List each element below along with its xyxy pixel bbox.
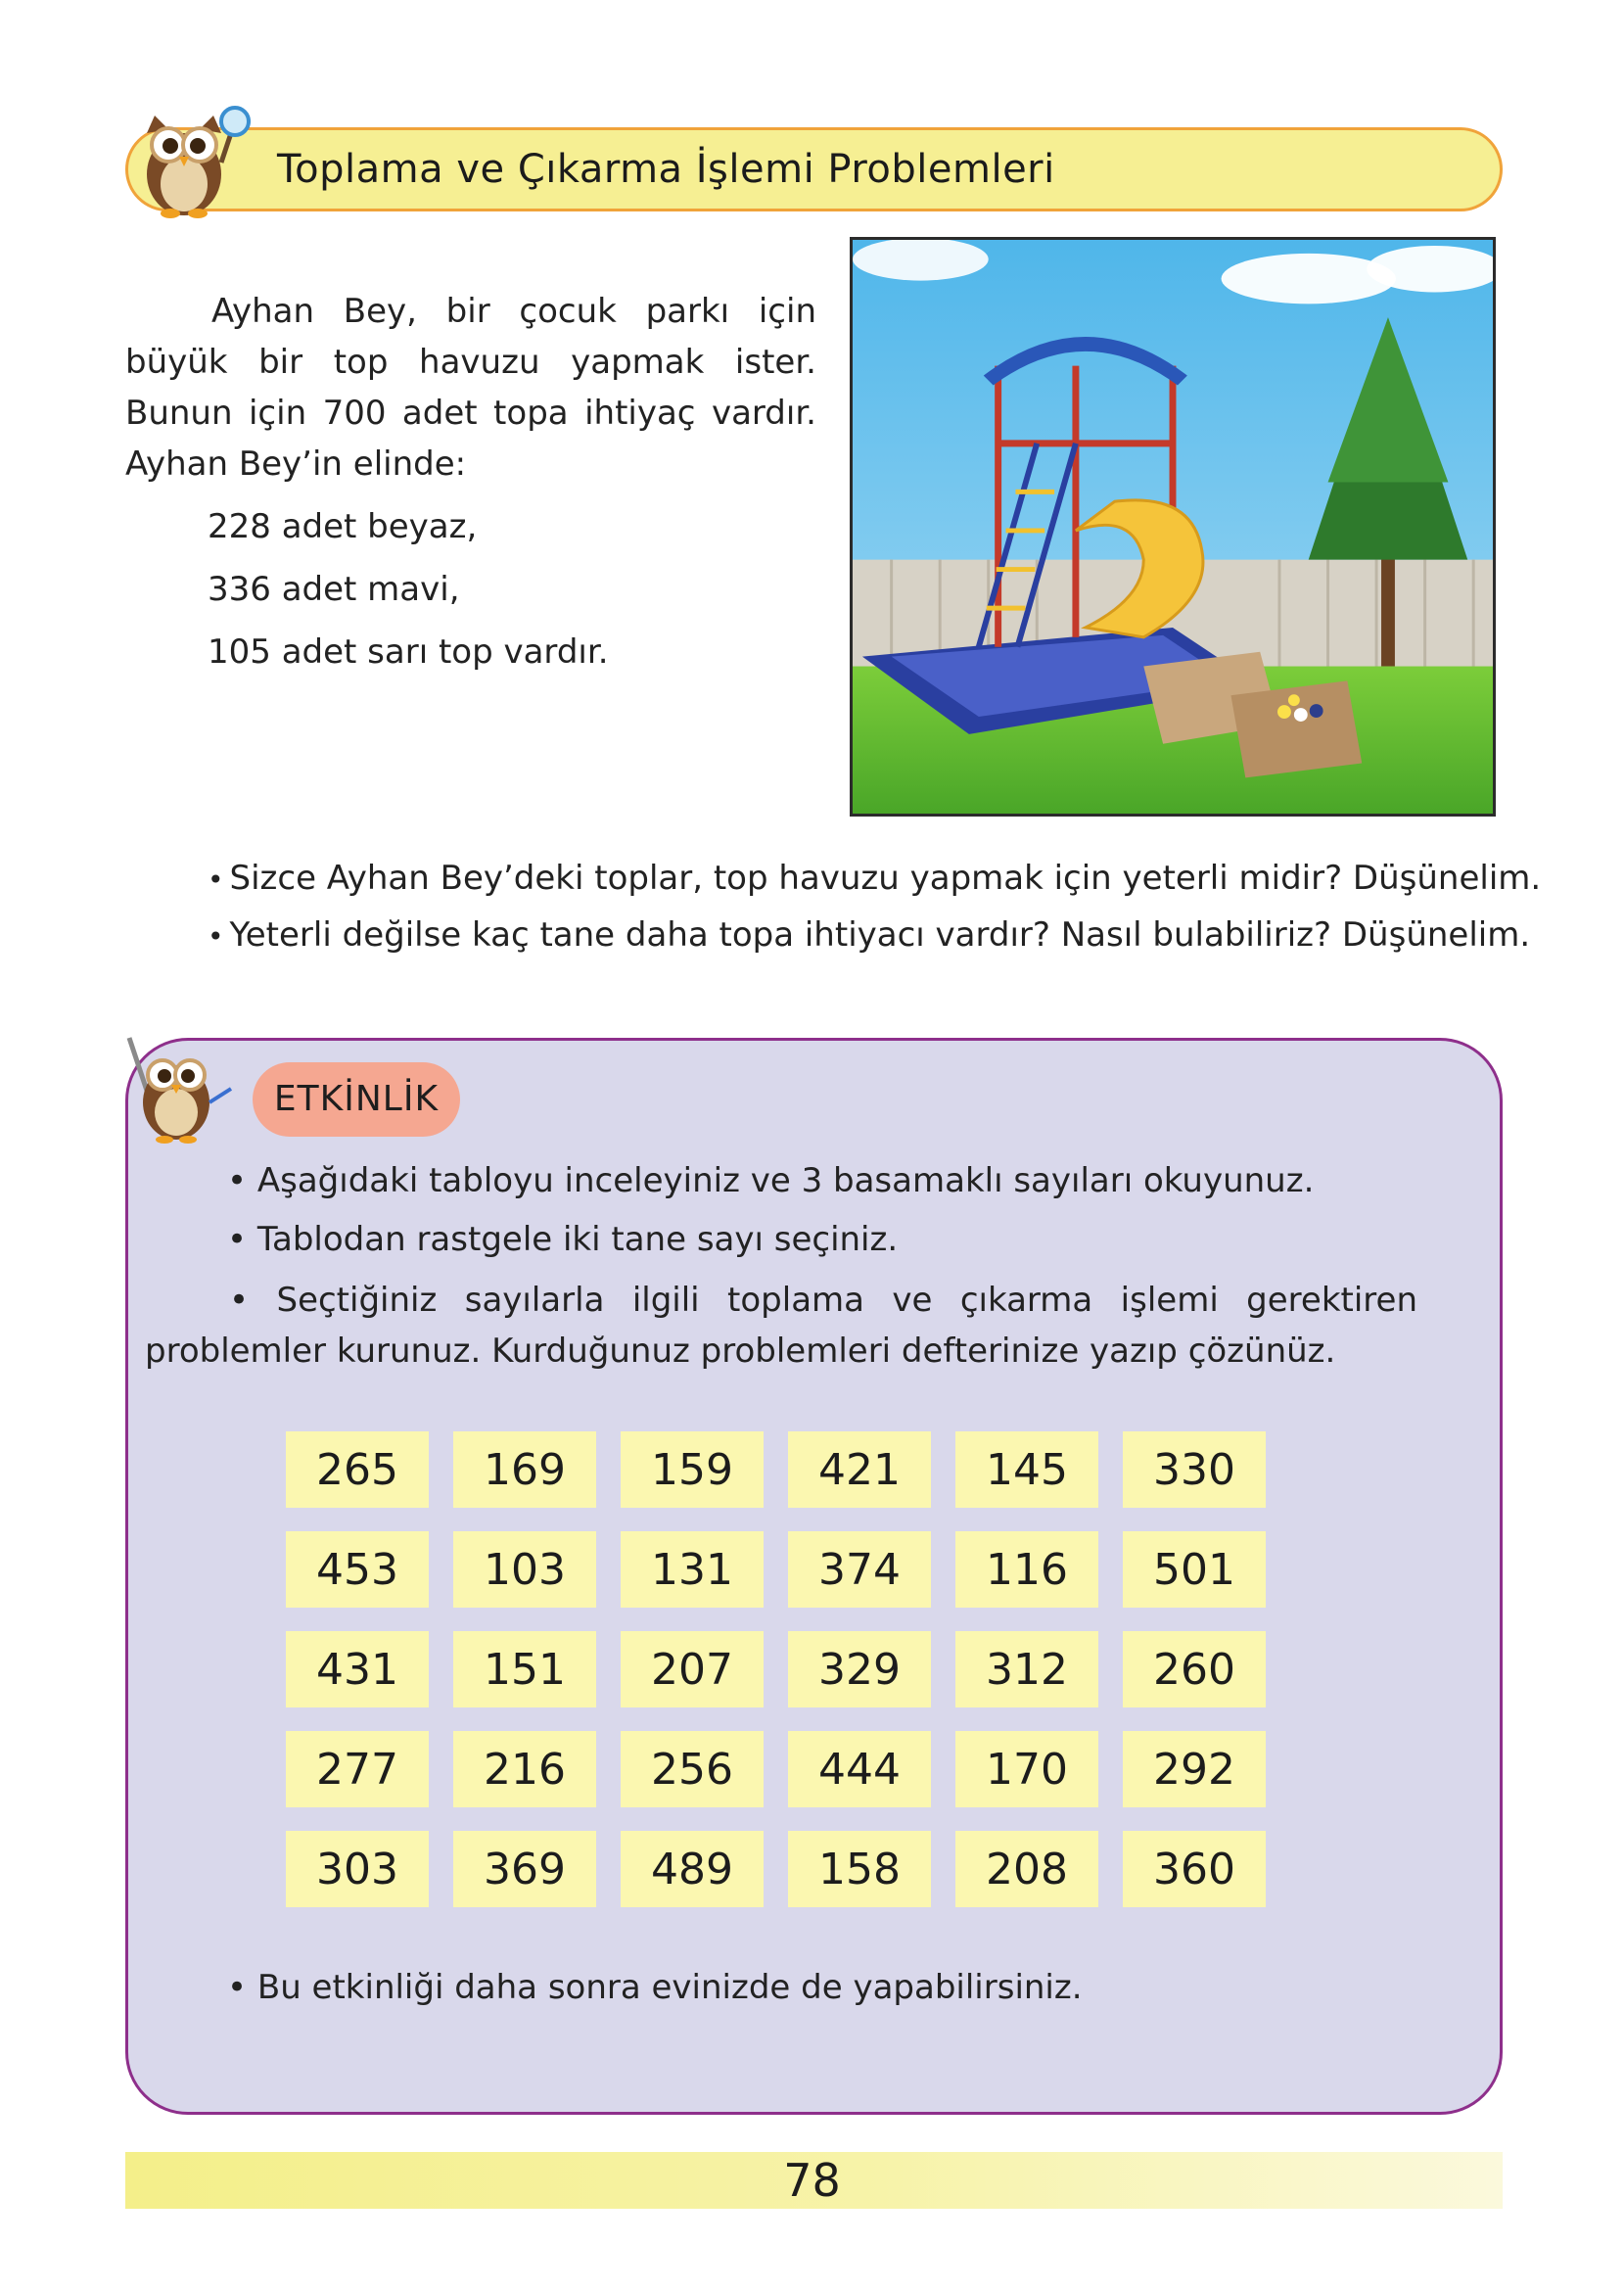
number-cell: 360 [1123,1831,1266,1907]
number-cell: 216 [453,1731,596,1807]
number-cell: 330 [1123,1431,1266,1508]
count-white: 228 adet beyaz, [208,507,478,546]
number-cell: 292 [1123,1731,1266,1807]
page-number: 78 [783,2154,841,2207]
question-2-text: Yeterli değilse kaç tane daha topa ihtiyacı vardır? Nasıl bulabiliriz? Düşünelim. [229,915,1531,955]
number-cell: 207 [621,1631,764,1707]
number-cell: 277 [286,1731,429,1807]
number-cell: 131 [621,1531,764,1608]
number-cell: 265 [286,1431,429,1508]
count-yellow: 105 adet sarı top vardır. [208,632,609,672]
number-cell: 208 [955,1831,1098,1907]
number-cell: 444 [788,1731,931,1807]
number-cell: 158 [788,1831,931,1907]
activity-label: ETKİNLİK [253,1062,460,1137]
number-cell: 116 [955,1531,1098,1608]
question-2: • Yeterli değilse kaç tane daha topa ihtiyacı vardır? Nasıl bulabiliriz? Düşünelim. [208,915,1531,955]
owl-magnifier-icon [125,94,253,221]
instruction-3-text: Seçtiğiniz sayılarla ilgili toplama ve çıkarma işlemi gerektiren problemler kurunuz. Kurduğunuz problemleri defterinize yazıp çözünüz. [145,1281,1417,1371]
number-grid [286,1431,1266,1907]
number-cell: 489 [621,1831,764,1907]
number-cell: 159 [621,1431,764,1508]
owl-pointer-icon [116,1028,243,1146]
page-title: Toplama ve Çıkarma İşlemi Problemleri [277,147,1055,192]
number-cell: 329 [788,1631,931,1707]
activity-footer-note-text: Bu etkinliği daha sonra evinizde de yapabilirsiniz. [256,1968,1083,2007]
number-cell: 501 [1123,1531,1266,1608]
number-cell: 169 [453,1431,596,1508]
number-cell: 312 [955,1631,1098,1707]
number-cell: 374 [788,1531,931,1608]
number-cell: 151 [453,1631,596,1707]
playground-illustration [850,237,1496,817]
question-1-text: Sizce Ayhan Bey’deki toplar, top havuzu yapmak için yeterli midir? Düşünelim. [229,859,1542,898]
instruction-2-text: Tablodan rastgele iki tane sayı seçiniz. [256,1220,899,1259]
number-cell: 170 [955,1731,1098,1807]
number-cell: 369 [453,1831,596,1907]
instruction-1-text: Aşağıdaki tabloyu inceleyiniz ve 3 basamaklı sayıları okuyunuz. [256,1161,1315,1200]
number-cell: 256 [621,1731,764,1807]
number-cell: 453 [286,1531,429,1608]
instruction-3: • Seçtiğiniz sayılarla ilgili toplama ve çıkarma işlemi gerektiren problemler kurunuz. Kurduğunuz problemleri defterinize yazıp çözünüz. [145,1281,1417,1371]
question-1: • Sizce Ayhan Bey’deki toplar, top havuzu yapmak için yeterli midir? Düşünelim. [208,859,1542,898]
number-cell: 303 [286,1831,429,1907]
activity-footer-note: • Bu etkinliği daha sonra evinizde de yapabilirsiniz. [227,1968,1083,2007]
instruction-2: • Tablodan rastgele iki tane sayı seçiniz. [227,1220,899,1259]
number-cell: 431 [286,1631,429,1707]
number-cell: 145 [955,1431,1098,1508]
story-paragraph: Ayhan Bey, bir çocuk parkı için büyük bir top havuzu yapmak ister. Bunun için 700 adet topa ihtiyaç vardır. Ayhan Bey’in elinde: [125,292,816,484]
instruction-1: • Aşağıdaki tabloyu inceleyiniz ve 3 basamaklı sayıları okuyunuz. [227,1161,1315,1200]
number-cell: 421 [788,1431,931,1508]
number-cell: 103 [453,1531,596,1608]
count-blue: 336 adet mavi, [208,570,460,609]
number-cell: 260 [1123,1631,1266,1707]
